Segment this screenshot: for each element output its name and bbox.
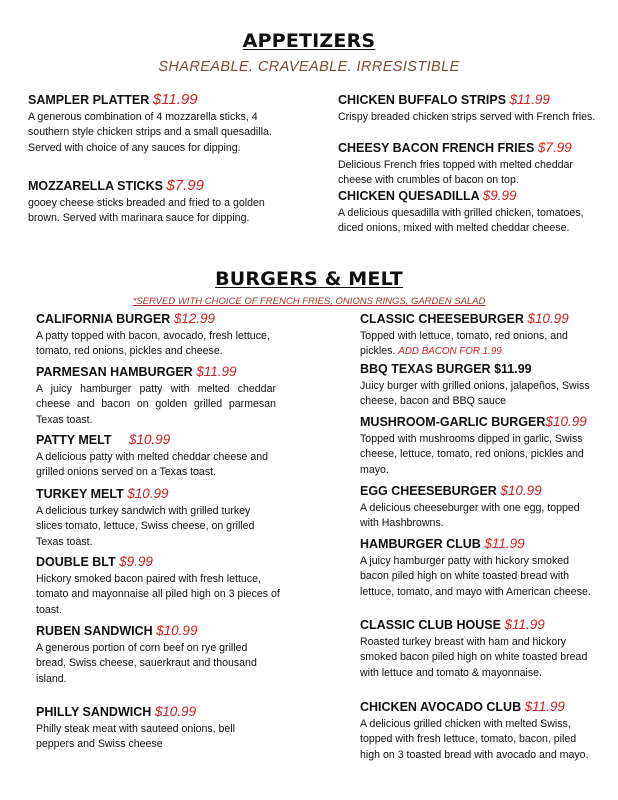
item-name: SAMPLER PLATTER xyxy=(28,93,150,107)
item-description: A patty topped with bacon, avocado, fresh lettuce, tomato, red onions, pickles and cheese. xyxy=(36,330,270,358)
item-price: $11.99 xyxy=(504,617,545,632)
item-description: Philly steak meat with sauteed onions, bell peppers and Swiss cheese xyxy=(36,723,236,751)
item-description: A juicy hamburger patty with melted cheddar cheese and bacon on golden grilled parmesan Texas toast. xyxy=(36,383,276,426)
item-description: A generous combination of 4 mozzarella sticks, 4 southern style chicken strips and a small quesadilla. Served with choice of any sauces for dipping. xyxy=(28,111,272,154)
menu-item-california-burger xyxy=(36,311,276,360)
item-name: BBQ TEXAS BURGER xyxy=(360,362,491,376)
item-description: A delicious cheeseburger with one egg, topped with Hashbrowns. xyxy=(360,502,580,530)
item-name: RUBEN SANDWICH xyxy=(36,624,153,638)
appetizers-tagline: SHAREABLE. CRAVEABLE. IRRESISTIBLE xyxy=(158,59,460,75)
menu-item-parmesan-hamburger xyxy=(36,364,276,428)
item-price: $7.99 xyxy=(166,177,204,194)
menu-item-chicken-quesadilla xyxy=(338,188,600,237)
item-price: $11.99 xyxy=(524,699,565,714)
item-description: Juicy burger with grilled onions, jalapeños, Swiss cheese, bacon and BBQ sauce xyxy=(360,380,590,408)
menu-item-classic-cheeseburger xyxy=(360,311,590,360)
item-name: MOZZARELLA STICKS xyxy=(28,179,163,193)
item-name: MUSHROOM-GARLIC BURGER xyxy=(360,415,546,429)
item-name: HAMBURGER CLUB xyxy=(360,537,481,551)
menu-item-mozzarella-sticks xyxy=(28,178,278,227)
item-description: A juicy hamburger patty with hickory smoked bacon piled high on white toasted bread with lettuce, tomato, and mayo with American cheese. xyxy=(360,555,591,598)
item-price: $11.99 xyxy=(484,536,525,551)
menu-item-bbq-texas-burger xyxy=(360,361,590,410)
item-description: A delicious turkey sandwich with grilled turkey slices tomato, lettuce, Swiss cheese, on grilled Texas toast. xyxy=(36,505,255,548)
item-price: $11.99 xyxy=(196,364,237,379)
item-name: CLASSIC CLUB HOUSE xyxy=(360,618,501,632)
item-price: $9.99 xyxy=(482,188,517,203)
menu-item-turkey-melt xyxy=(36,486,276,550)
menu-item-cheesy-bacon-fries xyxy=(338,140,598,189)
item-description: Crispy breaded chicken strips served with French fries. xyxy=(338,111,596,123)
item-price: $11.99 xyxy=(494,362,532,376)
item-description: gooey cheese sticks breaded and fried to a golden brown. Served with marinara sauce for dipping. xyxy=(28,197,265,225)
menu-item-patty-melt xyxy=(36,432,276,481)
item-price: $10.99 xyxy=(127,486,169,501)
menu-item-philly-sandwich xyxy=(36,704,276,753)
menu-item-ruben-sandwich xyxy=(36,623,276,687)
item-name: CHICKEN QUESADILLA xyxy=(338,189,480,203)
item-name: DOUBLE BLT xyxy=(36,555,116,569)
menu-item-hamburger-club xyxy=(360,536,592,600)
appetizers-heading: APPETIZERS xyxy=(242,30,376,52)
item-name: TURKEY MELT xyxy=(36,487,124,501)
item-price: $7.99 xyxy=(537,140,572,155)
item-price: $11.99 xyxy=(152,91,198,108)
item-price: $10.99 xyxy=(156,623,198,638)
add-bacon-note: ADD BACON FOR 1.99 xyxy=(398,346,502,358)
item-price: $10.99 xyxy=(500,483,542,498)
item-name: CHICKEN BUFFALO STRIPS xyxy=(338,93,507,107)
item-name: PATTY MELT xyxy=(36,433,112,447)
menu-item-chicken-avocado-club xyxy=(360,699,596,763)
burgers-heading: BURGERS & MELT xyxy=(215,268,403,290)
item-description: A delicious grilled chicken with melted Swiss, topped with fresh lettuce, tomato, bacon, piled high on 3 toasted bread with avocado and mayo. xyxy=(360,718,589,761)
menu-item-classic-club-house xyxy=(360,617,592,681)
menu-item-egg-cheeseburger xyxy=(360,483,590,532)
menu-item-double-blt xyxy=(36,554,282,618)
item-price: $9.99 xyxy=(119,554,153,569)
item-name: EGG CHEESEBURGER xyxy=(360,484,497,498)
item-description: Hickory smoked bacon paired with fresh lettuce, tomato and mayonnaise all piled high on 3 pieces of toast. xyxy=(36,573,280,616)
item-price: $10.99 xyxy=(527,311,569,326)
item-name: CHICKEN AVOCADO CLUB xyxy=(360,700,522,714)
item-name: CALIFORNIA BURGER xyxy=(36,312,171,326)
item-price: $12.99 xyxy=(173,311,216,326)
item-description: Roasted turkey breast with ham and hickory smoked bacon piled high on white toasted bread with lettuce and tomato & mayonnaise. xyxy=(360,636,588,679)
item-description: Delicious French fries topped with melted cheddar cheese with crumbles of bacon on top. xyxy=(338,159,573,187)
item-price: $10.99 xyxy=(154,704,197,719)
item-name: CHEESY BACON FRENCH FRIES xyxy=(338,141,535,155)
item-description: Topped with lettuce, tomato, red onions, and pickles. xyxy=(360,330,568,358)
item-name: PARMESAN HAMBURGER xyxy=(36,365,193,379)
menu-item-chicken-buffalo-strips xyxy=(338,92,598,125)
item-description: A delicious quesadilla with grilled chicken, tomatoes, diced onions, mixed with melted cheddar cheese. xyxy=(338,207,584,235)
burgers-served-with-note: *SERVED WITH CHOICE OF FRENCH FRIES, ONIONS RINGS, GARDEN SALAD xyxy=(132,296,486,307)
item-name: CLASSIC CHEESEBURGER xyxy=(360,312,524,326)
menu-item-sampler-platter xyxy=(28,92,276,156)
item-price: $10.99 xyxy=(128,432,171,447)
item-description: A generous portion of corn beef on rye grilled bread, Swiss cheese, sauerkraut and thousand island. xyxy=(36,642,257,685)
item-description: Topped with mushrooms dipped in garlic, Swiss cheese, lettuce, tomato, red onions, pickles and mayo. xyxy=(360,433,584,476)
item-price: $10.99 xyxy=(545,414,587,429)
menu-item-mushroom-garlic-burger xyxy=(360,414,595,478)
item-price: $11.99 xyxy=(509,92,550,107)
item-name: PHILLY SANDWICH xyxy=(36,705,152,719)
item-description: A delicious patty with melted cheddar cheese and grilled onions served on a Texas toast. xyxy=(36,451,269,479)
